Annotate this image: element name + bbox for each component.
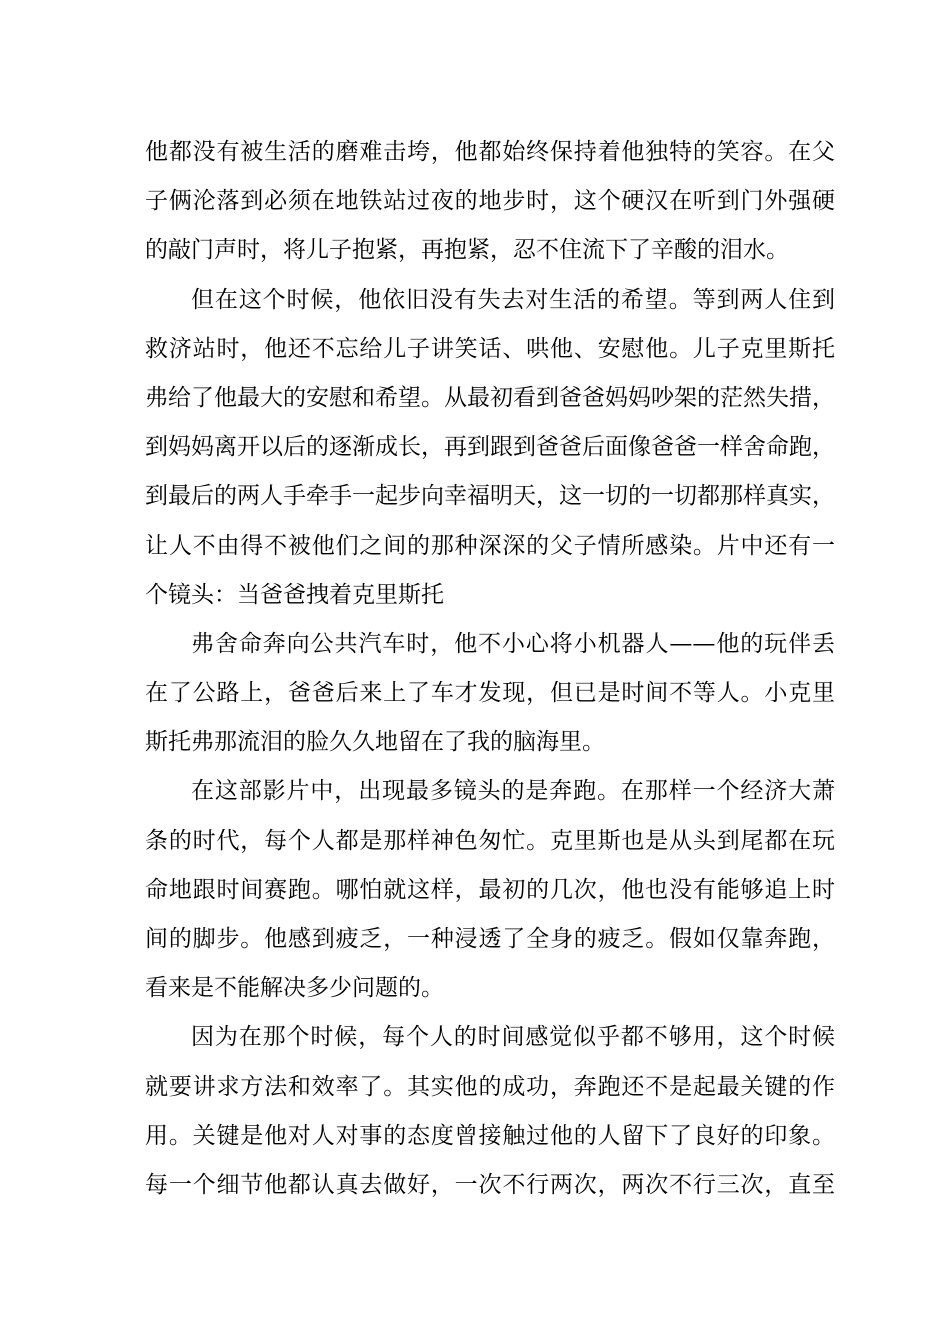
text-line: 在了公路上，爸爸后来上了车才发现，但已是时间不等人。小克里 [145, 680, 835, 707]
text-line: 救济站时，他还不忘给儿子讲笑话、哄他、安慰他。儿子克里斯托 [145, 335, 835, 362]
document-body [145, 128, 835, 1210]
text-line: 弗舍命奔向公共汽车时，他不小心将小机器人——他的玩伴丢 [191, 630, 835, 657]
text-line: 个镜头：当爸爸拽着克里斯托 [145, 581, 444, 608]
text-line: 到妈妈离开以后的逐渐成长，再到跟到爸爸后面像爸爸一样舍命跑， [145, 434, 835, 461]
text-line: 斯托弗那流泪的脸久久地留在了我的脑海里。 [145, 729, 605, 756]
text-line: 就要讲求方法和效率了。其实他的成功，奔跑还不是起最关键的作 [145, 1073, 835, 1100]
text-line: 命地跟时间赛跑。哪怕就这样，最初的几次，他也没有能够追上时 [145, 876, 835, 903]
text-line: 但在这个时候，他依旧没有失去对生活的希望。等到两人住到 [191, 286, 835, 313]
text-line: 间的脚步。他感到疲乏，一种浸透了全身的疲乏。假如仅靠奔跑， [145, 926, 835, 952]
text-line: 弗给了他最大的安慰和希望。从最初看到爸爸妈妈吵架的茫然失措， [145, 384, 835, 411]
text-line: 看来是不能解决多少问题的。 [145, 975, 444, 1002]
text-line: 每一个细节他都认真去做好，一次不行两次，两次不行三次，直至 [145, 1171, 835, 1198]
text-line: 让人不由得不被他们之间的那种深深的父子情所感染。片中还有一 [145, 532, 835, 559]
text-line: 因为在那个时候，每个人的时间感觉似乎都不够用，这个时候 [191, 1024, 835, 1051]
text-line: 的敲门声时，将儿子抱紧，再抱紧，忍不住流下了辛酸的泪水。 [145, 237, 789, 264]
text-line: 他都没有被生活的磨难击垮，他都始终保持着他独特的笑容。在父 [145, 139, 835, 165]
text-line: 到最后的两人手牵手一起步向幸福明天，这一切的一切都那样真实， [145, 483, 835, 510]
text-line: 条的时代，每个人都是那样神色匆忙。克里斯也是从头到尾都在玩 [145, 827, 835, 854]
text-line: 在这部影片中，出现最多镜头的是奔跑。在那样一个经济大萧 [191, 778, 835, 805]
text-line: 用。关键是他对人对事的态度曾接触过他的人留下了良好的印象。 [145, 1122, 835, 1149]
text-line: 子俩沦落到必须在地铁站过夜的地步时，这个硬汉在听到门外强硬 [145, 188, 835, 215]
